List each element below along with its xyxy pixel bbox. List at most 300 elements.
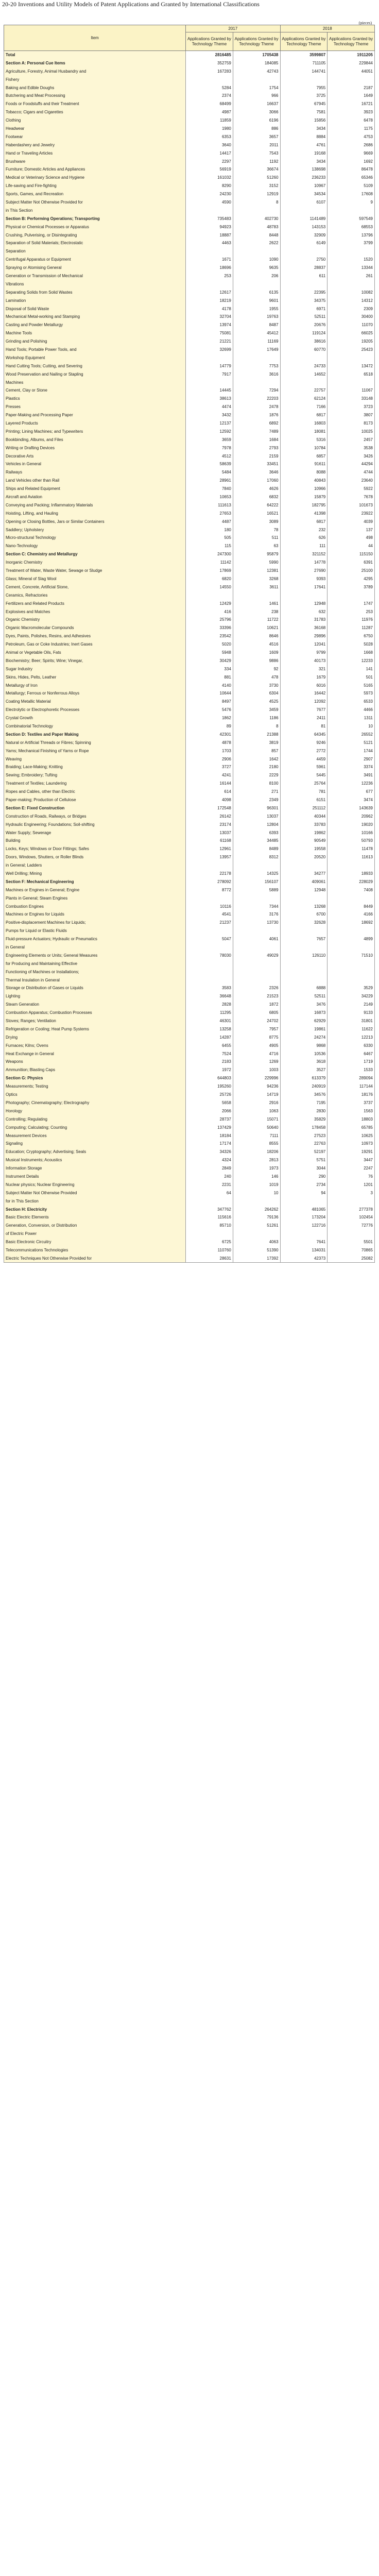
cell-value: 56919: [186, 165, 233, 174]
cell-value: 86478: [328, 165, 375, 174]
table-row: [4, 395, 375, 403]
row-label: Yarns; Mechanical Finishing of Yarns or Rope: [4, 747, 186, 755]
cell-value: 3730: [233, 681, 280, 689]
cell-value: 6817: [280, 411, 328, 419]
cell-value: 1911205: [328, 51, 375, 59]
cell-value: 12381: [233, 567, 280, 575]
cell-value: 1649: [328, 92, 375, 100]
table-row: [4, 919, 375, 927]
cell-value: 1461: [233, 599, 280, 607]
table-row: [4, 1189, 375, 1197]
cell-value: 2229: [233, 771, 280, 779]
cell-value: 11169: [233, 337, 280, 346]
cell-value: 25082: [328, 1254, 375, 1262]
row-label: Fishery: [4, 75, 186, 83]
row-label: Refrigeration or Cooling; Heat Pump Systems: [4, 1025, 186, 1033]
cell-value: 17649: [233, 346, 280, 354]
table-row: [4, 288, 375, 296]
cell-value: [233, 1197, 280, 1205]
table-row: [4, 1025, 375, 1033]
cell-value: [233, 353, 280, 362]
row-label: Water Supply; Sewerage: [4, 828, 186, 837]
cell-value: 5316: [280, 435, 328, 444]
cell-value: 16803: [280, 419, 328, 428]
table-row: [4, 1254, 375, 1262]
cell-value: 12592: [186, 427, 233, 435]
cell-value: 2183: [186, 1058, 233, 1066]
cell-value: 3599807: [280, 51, 328, 59]
cell-value: [233, 591, 280, 599]
cell-value: [280, 861, 328, 870]
cell-value: 12236: [328, 779, 375, 788]
table-row: [4, 477, 375, 485]
table-row: [4, 714, 375, 722]
cell-value: [186, 378, 233, 386]
cell-value: 6533: [328, 698, 375, 706]
cell-value: 352759: [186, 59, 233, 67]
cell-value: [233, 894, 280, 902]
row-label: Basic Electric Elements: [4, 1213, 186, 1222]
cell-value: 51260: [233, 174, 280, 182]
table-row: [4, 796, 375, 804]
cell-value: 6196: [233, 116, 280, 125]
row-label: Bookbinding, Albums, and Files: [4, 435, 186, 444]
cell-value: 481065: [280, 1205, 328, 1213]
cell-value: 240: [186, 1173, 233, 1181]
row-label: Building: [4, 837, 186, 845]
cell-value: 24702: [233, 1017, 280, 1025]
row-label: Conveying and Packing; Inflammatory Materials: [4, 501, 186, 509]
cell-value: 23640: [328, 477, 375, 485]
cell-value: 5484: [186, 468, 233, 477]
cell-value: 21221: [186, 337, 233, 346]
cell-value: [328, 943, 375, 952]
cell-value: 1019: [233, 1180, 280, 1189]
cell-value: 1269: [233, 1058, 280, 1066]
cell-value: 3640: [186, 141, 233, 149]
table-row: [4, 755, 375, 763]
row-label: Information Storage: [4, 1164, 186, 1173]
cell-value: 50793: [328, 837, 375, 845]
cell-value: 11142: [186, 558, 233, 567]
cell-value: 478: [233, 673, 280, 681]
cell-value: 11295: [186, 1009, 233, 1017]
row-label: Education; Cryptography; Advertising; Seals: [4, 1148, 186, 1156]
cell-value: 19763: [233, 313, 280, 321]
table-row: [4, 231, 375, 239]
cell-value: 3583: [186, 984, 233, 992]
cell-value: [328, 968, 375, 976]
row-label: Cement, Clay or Stone: [4, 386, 186, 395]
cell-value: 2149: [328, 1001, 375, 1009]
row-label: Section H: Electricity: [4, 1205, 186, 1213]
row-label: for Producing and Maintaining Effective: [4, 959, 186, 968]
cell-value: 7657: [280, 935, 328, 943]
cell-value: 10082: [328, 288, 375, 296]
row-label: Subject Matter Not Otherwise Provided for: [4, 198, 186, 207]
table-row: [4, 673, 375, 681]
cell-value: 62124: [280, 395, 328, 403]
cell-value: 51261: [233, 1222, 280, 1230]
cell-value: 10621: [233, 624, 280, 632]
table-row: [4, 116, 375, 125]
cell-value: 2159: [233, 452, 280, 460]
cell-value: 8646: [233, 632, 280, 640]
row-label: Opening or Closing Bottles, Jars or Similar Containers: [4, 517, 186, 526]
cell-value: 20962: [328, 812, 375, 820]
cell-value: 36168: [280, 624, 328, 632]
table-row: [4, 1222, 375, 1230]
page-title: 20-20 Inventions and Utility Models of Patent Applications and Granted by International Classifications: [2, 1, 260, 8]
cell-value: 10166: [328, 828, 375, 837]
cell-value: 15879: [280, 493, 328, 501]
cell-value: 347762: [186, 1205, 233, 1213]
cell-value: 6149: [280, 239, 328, 247]
cell-value: 6518: [328, 370, 375, 378]
table-row: [4, 1213, 375, 1222]
cell-value: 28961: [186, 477, 233, 485]
table-row: [4, 1017, 375, 1025]
row-label: Storage or Distribution of Gases or Liquids: [4, 984, 186, 992]
table-row: [4, 132, 375, 141]
cell-value: 20520: [280, 853, 328, 861]
table-body: [4, 51, 375, 1263]
cell-value: 4987: [186, 108, 233, 116]
cell-value: 14417: [186, 149, 233, 157]
cell-value: 3176: [233, 910, 280, 919]
row-label: Baking and Edible Doughs: [4, 83, 186, 92]
cell-value: 8290: [186, 182, 233, 190]
table-row: [4, 304, 375, 313]
cell-value: 4761: [280, 141, 328, 149]
cell-value: [186, 959, 233, 968]
cell-value: 4166: [328, 910, 375, 919]
cell-value: 11070: [328, 321, 375, 329]
row-label: Sports, Games, and Recreation: [4, 190, 186, 198]
cell-value: 17060: [233, 477, 280, 485]
cell-value: [186, 943, 233, 952]
cell-value: [233, 75, 280, 83]
cell-value: 44051: [328, 67, 375, 75]
cell-value: 2011: [233, 141, 280, 149]
cell-value: 22178: [186, 870, 233, 878]
cell-value: 12948: [280, 599, 328, 607]
cell-value: 19862: [280, 828, 328, 837]
row-label: Electric Techniques Not Otherwise Provided for: [4, 1254, 186, 1262]
row-label: Hand Tools; Portable Power Tools, and: [4, 346, 186, 354]
cell-value: 10536: [280, 1049, 328, 1058]
table-row: [4, 92, 375, 100]
cell-value: 11067: [328, 386, 375, 395]
table-row: [4, 558, 375, 567]
row-label: Controlling; Regulating: [4, 1115, 186, 1123]
cell-value: 3819: [233, 738, 280, 747]
unit-label: (pieces): [358, 21, 372, 25]
cell-value: 195260: [186, 1082, 233, 1091]
cell-value: [280, 976, 328, 984]
table-row: [4, 1140, 375, 1148]
row-label: Saddlery; Upholstery: [4, 526, 186, 534]
cell-value: 12617: [186, 288, 233, 296]
cell-value: 24230: [186, 190, 233, 198]
cell-value: 2816485: [186, 51, 233, 59]
row-label: Fluid-pressure Actuators; Hydraulic or Pneumatics: [4, 935, 186, 943]
cell-value: 45412: [233, 329, 280, 337]
cell-value: 3923: [328, 108, 375, 116]
cell-value: 1609: [233, 649, 280, 657]
cell-value: 167283: [186, 67, 233, 75]
table-row: [4, 583, 375, 591]
cell-value: 6805: [233, 1009, 280, 1017]
table-row: [4, 591, 375, 599]
cell-value: 6892: [233, 419, 280, 428]
cell-value: 7581: [280, 108, 328, 116]
cell-value: [328, 75, 375, 83]
row-label: Railways: [4, 468, 186, 477]
cell-value: [280, 591, 328, 599]
cell-value: 10644: [186, 689, 233, 698]
cell-value: 7543: [233, 149, 280, 157]
row-label: Coating Metallic Material: [4, 698, 186, 706]
section-row: [4, 214, 375, 223]
header-year-2018: 2018: [280, 25, 374, 32]
cell-value: 2180: [233, 763, 280, 771]
row-label: Tobacco; Cigars and Cigarettes: [4, 108, 186, 116]
cell-value: 5284: [186, 83, 233, 92]
row-label: Writing or Drafting Devices: [4, 444, 186, 452]
cell-value: 34229: [328, 992, 375, 1001]
row-label: Drying: [4, 1033, 186, 1041]
cell-value: 6135: [233, 288, 280, 296]
table-row: [4, 1099, 375, 1107]
row-label: Engineering Elements or Units; General Measures: [4, 951, 186, 959]
cell-value: 25764: [280, 779, 328, 788]
cell-value: 5165: [328, 681, 375, 689]
cell-value: [233, 1230, 280, 1238]
cell-value: 122716: [280, 1222, 328, 1230]
section-row: [4, 1205, 375, 1213]
cell-value: 18803: [328, 1115, 375, 1123]
row-label: Crystal Growth: [4, 714, 186, 722]
cell-value: 33148: [328, 395, 375, 403]
cell-value: 9635: [233, 264, 280, 272]
cell-value: 42743: [233, 67, 280, 75]
cell-value: 321152: [280, 550, 328, 558]
cell-value: 9: [328, 198, 375, 207]
cell-value: 102454: [328, 1213, 375, 1222]
cell-value: 49029: [233, 951, 280, 959]
row-label: Paper-Making and Processing Paper: [4, 411, 186, 419]
cell-value: 28737: [186, 1115, 233, 1123]
row-label: Measurement Devices: [4, 1131, 186, 1140]
cell-value: 1955: [233, 304, 280, 313]
cell-value: 6353: [186, 132, 233, 141]
cell-value: [186, 976, 233, 984]
cell-value: [280, 353, 328, 362]
cell-value: 7678: [328, 493, 375, 501]
cell-value: 1201: [328, 1180, 375, 1189]
cell-value: 144741: [280, 67, 328, 75]
cell-value: 52197: [280, 1148, 328, 1156]
cell-value: 35829: [280, 1115, 328, 1123]
cell-value: 9799: [280, 649, 328, 657]
row-label: Furniture; Domestic Articles and Appliances: [4, 165, 186, 174]
row-label: Physical or Chemical Processes or Apparatus: [4, 223, 186, 231]
table-row: [4, 1082, 375, 1091]
cell-value: 271: [233, 788, 280, 796]
table-row: [4, 182, 375, 190]
cell-value: [186, 591, 233, 599]
cell-value: 141: [328, 665, 375, 673]
section-row: [4, 730, 375, 738]
cell-value: 1705438: [233, 51, 280, 59]
cell-value: 44: [328, 542, 375, 550]
cell-value: [233, 976, 280, 984]
cell-value: [233, 959, 280, 968]
cell-value: 14779: [186, 362, 233, 370]
table-row: [4, 1173, 375, 1181]
table-row: [4, 346, 375, 354]
row-label: of Electric Power: [4, 1230, 186, 1238]
table-row: [4, 788, 375, 796]
cell-value: 3268: [233, 575, 280, 583]
patent-table: [4, 25, 375, 1263]
cell-value: 18933: [328, 870, 375, 878]
cell-value: 12429: [186, 599, 233, 607]
cell-value: 3152: [233, 182, 280, 190]
table-row: [4, 378, 375, 386]
cell-value: 3434: [280, 157, 328, 165]
table-row: [4, 256, 375, 264]
cell-value: 8: [233, 198, 280, 207]
cell-value: 253: [328, 607, 375, 616]
cell-value: 1642: [233, 755, 280, 763]
cell-value: 19558: [280, 845, 328, 853]
table-row: [4, 870, 375, 878]
cell-value: 881: [186, 673, 233, 681]
row-label: Animal or Vegetable Oils, Fats: [4, 649, 186, 657]
cell-value: [328, 1197, 375, 1205]
row-label: Furnaces; Kilns; Ovens: [4, 1041, 186, 1049]
row-label: Medical or Veterinary Science and Hygiene: [4, 174, 186, 182]
table-row: [4, 419, 375, 428]
cell-value: 7641: [280, 1238, 328, 1246]
cell-value: 4487: [186, 517, 233, 526]
cell-value: 63: [233, 542, 280, 550]
cell-value: 7166: [280, 403, 328, 411]
cell-value: 85710: [186, 1222, 233, 1230]
cell-value: 261: [328, 272, 375, 280]
row-label: Ropes and Cables, other than Electric: [4, 788, 186, 796]
row-label: Musical Instruments; Acoustics: [4, 1156, 186, 1164]
table-row: [4, 1238, 375, 1246]
cell-value: 626: [280, 534, 328, 542]
cell-value: 26552: [328, 730, 375, 738]
cell-value: 115616: [186, 1213, 233, 1222]
table-row: [4, 370, 375, 378]
cell-value: 1668: [328, 649, 375, 657]
cell-value: 14652: [280, 370, 328, 378]
cell-value: 5028: [328, 640, 375, 649]
cell-value: 1671: [186, 256, 233, 264]
cell-value: 6467: [328, 1049, 375, 1058]
cell-value: 6817: [280, 517, 328, 526]
row-label: Locks, Keys; Windows or Door Fittings; Safes: [4, 845, 186, 853]
table-row: [4, 812, 375, 820]
cell-value: 8775: [233, 1033, 280, 1041]
row-label: for in This Section: [4, 1197, 186, 1205]
cell-value: 8448: [233, 231, 280, 239]
cell-value: 138698: [280, 165, 328, 174]
cell-value: 2374: [186, 92, 233, 100]
cell-value: 96301: [233, 804, 280, 812]
cell-value: 2187: [328, 83, 375, 92]
cell-value: 1980: [186, 125, 233, 133]
cell-value: 7957: [233, 1025, 280, 1033]
cell-value: 2793: [233, 444, 280, 452]
cell-value: 12233: [328, 656, 375, 665]
cell-value: 3432: [186, 411, 233, 419]
cell-value: 110760: [186, 1246, 233, 1255]
row-label: Organic Chemistry: [4, 616, 186, 624]
row-label: Machines or Engines for Liquids: [4, 910, 186, 919]
cell-value: 4463: [186, 239, 233, 247]
cell-value: 247300: [186, 550, 233, 558]
cell-value: 64222: [233, 501, 280, 509]
cell-value: 277378: [328, 1205, 375, 1213]
cell-value: 134031: [280, 1246, 328, 1255]
cell-value: 5020: [186, 640, 233, 649]
row-label: Clothing: [4, 116, 186, 125]
cell-value: [233, 247, 280, 256]
cell-value: 7489: [233, 427, 280, 435]
table-row: [4, 542, 375, 550]
cell-value: [280, 894, 328, 902]
table-row: [4, 1246, 375, 1255]
cell-value: 3: [328, 1189, 375, 1197]
cell-value: 6151: [280, 796, 328, 804]
cell-value: 10784: [280, 444, 328, 452]
cell-value: 4516: [233, 640, 280, 649]
cell-value: 14719: [233, 1091, 280, 1099]
cell-value: 146: [233, 1173, 280, 1181]
row-label: Section G: Physics: [4, 1074, 186, 1082]
cell-value: 34277: [280, 870, 328, 878]
table-row: [4, 403, 375, 411]
cell-value: 4098: [186, 796, 233, 804]
cell-value: 180: [186, 526, 233, 534]
cell-value: 11722: [233, 616, 280, 624]
cell-value: 16637: [233, 100, 280, 108]
row-label: Wood Preservation and Nailing or Stapling: [4, 370, 186, 378]
header-year-row: [4, 25, 375, 32]
cell-value: 94236: [233, 1082, 280, 1091]
table-row: [4, 247, 375, 256]
cell-value: 3723: [328, 403, 375, 411]
cell-value: 182795: [280, 501, 328, 509]
cell-value: 1973: [233, 1164, 280, 1173]
table-row: [4, 206, 375, 214]
cell-value: 1003: [233, 1066, 280, 1074]
cell-value: [186, 927, 233, 935]
table-row: [4, 223, 375, 231]
cell-value: 511: [233, 534, 280, 542]
section-row: [4, 804, 375, 812]
cell-value: 8312: [233, 853, 280, 861]
cell-value: 2297: [186, 157, 233, 165]
cell-value: 9393: [280, 575, 328, 583]
cell-value: 6391: [328, 558, 375, 567]
